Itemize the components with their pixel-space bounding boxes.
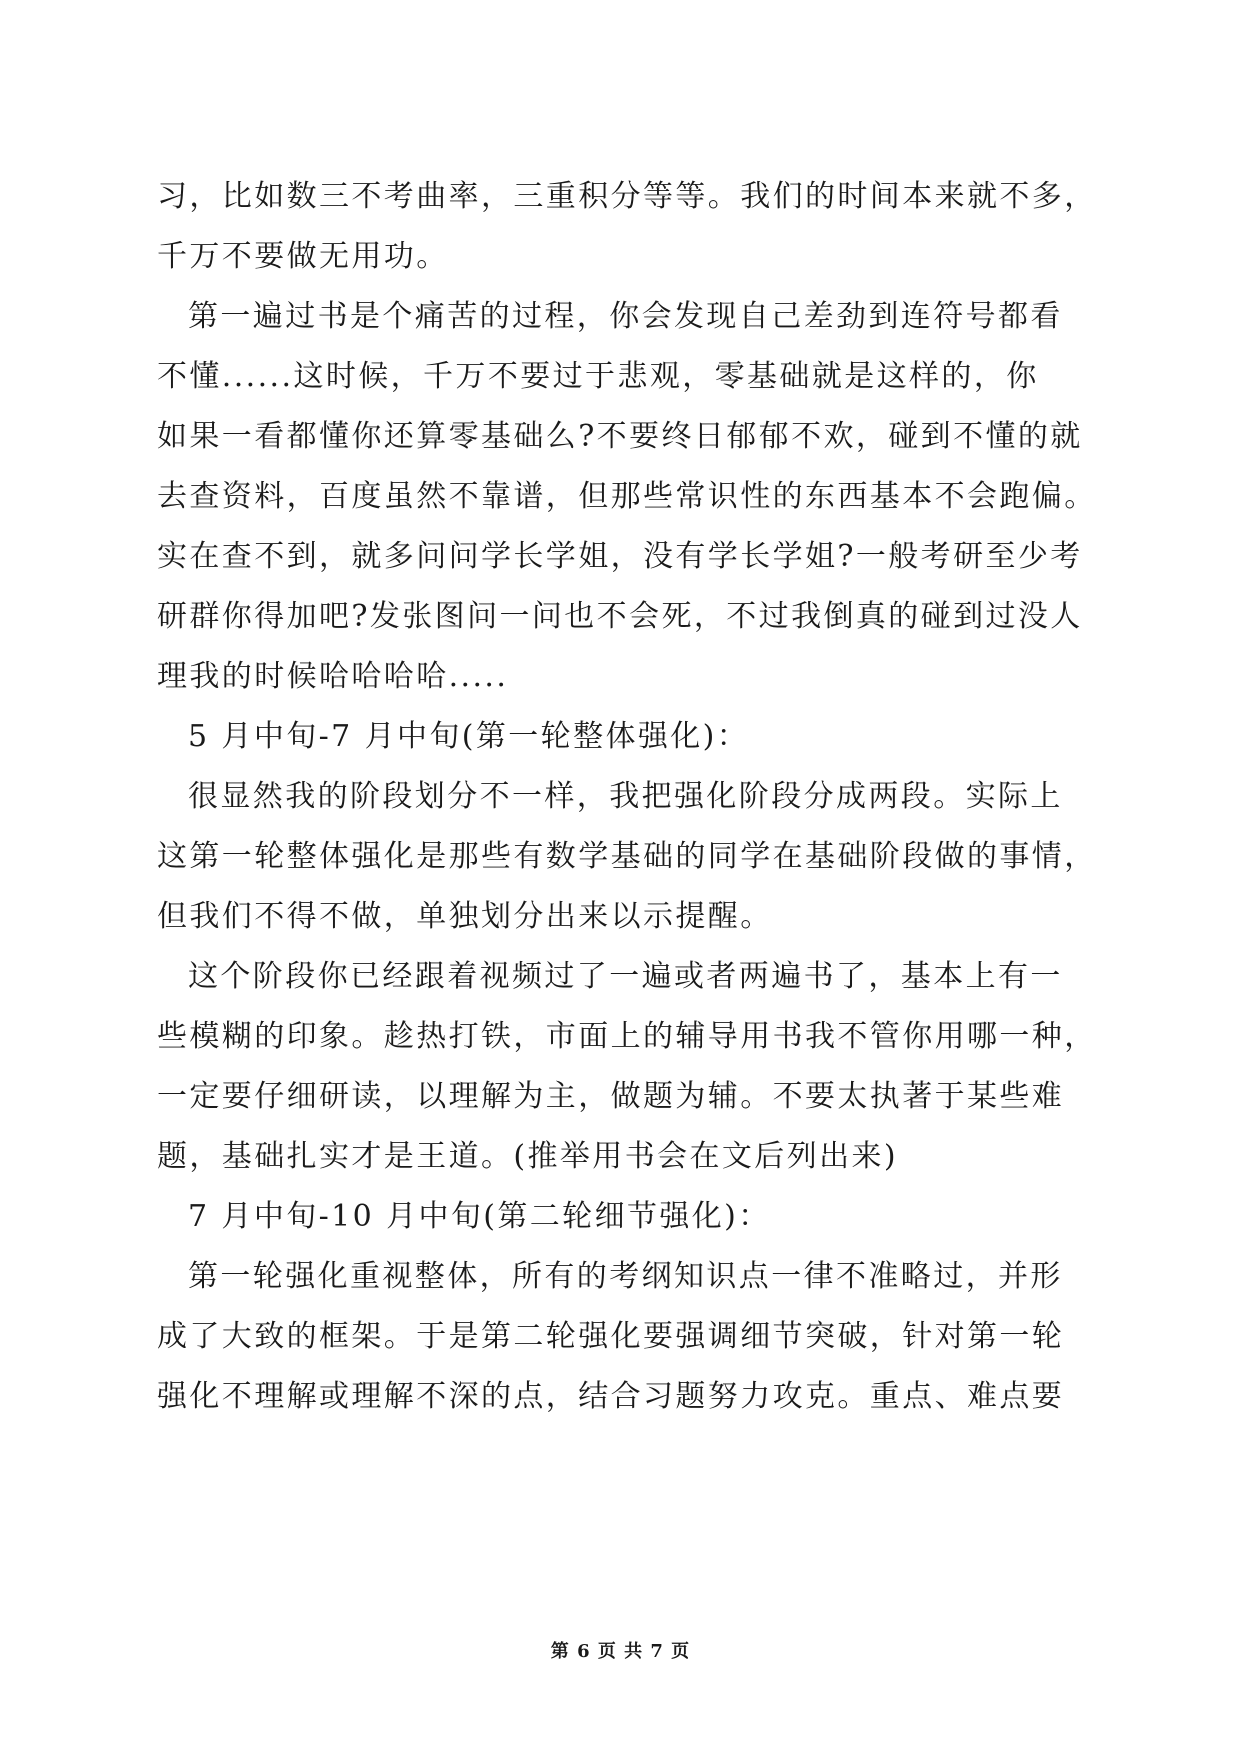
paragraph-line: 很显然我的阶段划分不一样，我把强化阶段分成两段。实际上 xyxy=(188,779,1063,814)
paragraph-line: 习，比如数三不考曲率，三重积分等等。我们的时间本来就不多， xyxy=(157,179,1097,214)
paragraph-line: 理我的时候哈哈哈哈..... xyxy=(157,659,509,694)
section-heading: 7 月中旬-10 月中旬(第二轮细节强化)： xyxy=(188,1199,771,1234)
paragraph-line: 研群你得加吧?发张图问一问也不会死，不过我倒真的碰到过没人 xyxy=(157,599,1083,634)
paragraph-line: 强化不理解或理解不深的点，结合习题努力攻克。重点、难点要 xyxy=(157,1379,1065,1414)
paragraph-line: 但我们不得不做，单独划分出来以示提醒。 xyxy=(157,899,773,934)
paragraph-line: 不懂......这时候，千万不要过于悲观，零基础就是这样的，你 xyxy=(157,359,1039,394)
paragraph-line: 如果一看都懂你还算零基础么?不要终日郁郁不欢，碰到不懂的就 xyxy=(157,419,1083,454)
paragraph-line: 实在查不到，就多问问学长学姐，没有学长学姐?一般考研至少考 xyxy=(157,539,1083,574)
paragraph-line: 题，基础扎实才是王道。(推举用书会在文后列出来) xyxy=(157,1139,899,1174)
paragraph-line: 成了大致的框架。于是第二轮强化要强调细节突破，针对第一轮 xyxy=(157,1319,1065,1354)
paragraph-line: 一定要仔细研读，以理解为主，做题为辅。不要太执著于某些难 xyxy=(157,1079,1065,1114)
paragraph-line: 这第一轮整体强化是那些有数学基础的同学在基础阶段做的事情， xyxy=(157,839,1097,874)
paragraph-line: 第一遍过书是个痛苦的过程，你会发现自己差劲到连符号都看 xyxy=(188,299,1063,334)
paragraph-line: 去查资料，百度虽然不靠谱，但那些常识性的东西基本不会跑偏。 xyxy=(157,479,1097,514)
section-heading: 5 月中旬-7 月中旬(第一轮整体强化)： xyxy=(188,719,750,754)
paragraph-line: 些模糊的印象。趁热打铁，市面上的辅导用书我不管你用哪一种， xyxy=(157,1019,1097,1054)
page-number-footer: 第 6 页 共 7 页 xyxy=(550,1641,691,1662)
paragraph-line: 这个阶段你已经跟着视频过了一遍或者两遍书了，基本上有一 xyxy=(188,959,1063,994)
paragraph-line: 第一轮强化重视整体，所有的考纲知识点一律不准略过，并形 xyxy=(188,1259,1063,1294)
paragraph-line: 千万不要做无用功。 xyxy=(157,239,449,274)
